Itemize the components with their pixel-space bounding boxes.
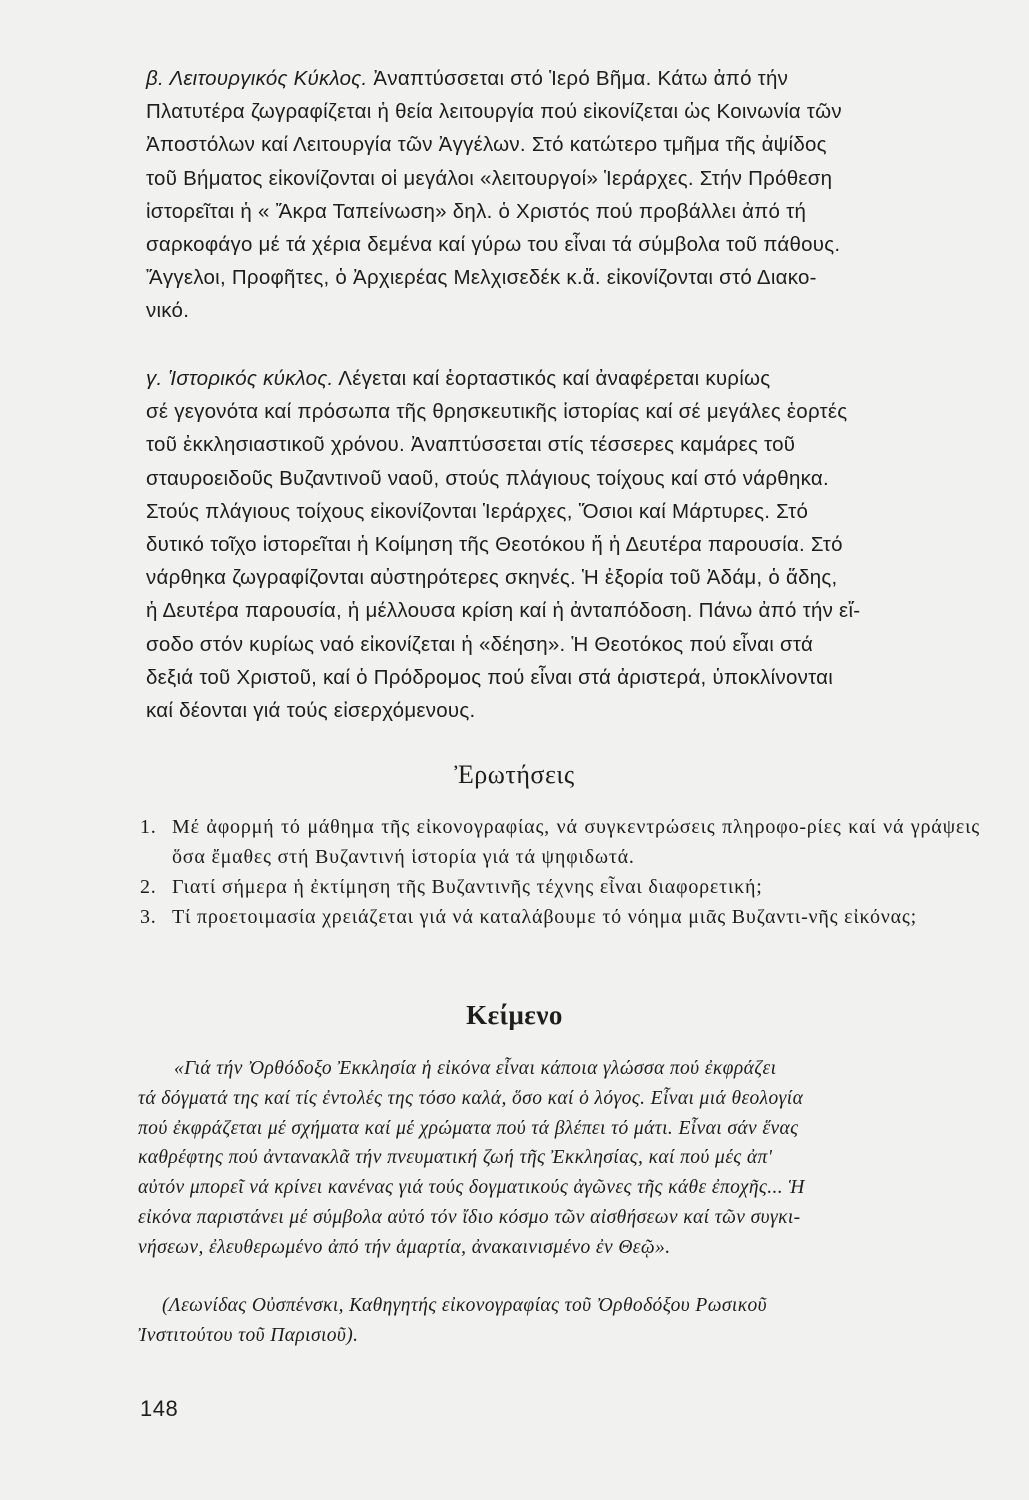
attribution-line: Ἰνστιτούτου τοῦ Παρισιοῦ). [138,1324,359,1346]
paragraph-line: Πλατυτέρα ζωγραφίζεται ἡ θεία λειτουργία πού εἰκονίζεται ὡς Κοινωνία τῶν [146,100,842,124]
quote-line: τά δόγματά της καί τίς ἐντολές της τόσο καλά, ὅσο καί ὁ λόγος. Εἶναι μιά θεολογία [138,1087,804,1109]
paragraph-line: β. Λειτουργικός Κύκλος. Ἀναπτύσσεται στό Ἱερό Βῆμα. Κάτω ἀπό τήν [146,67,789,90]
paragraph-line: σταυροειδοῦς Βυζαντινοῦ ναοῦ, στούς πλάγιους τοίχους καί στό νάρθηκα. [146,466,829,490]
quote-line: πού ἐκφράζεται μέ σχήματα καί μέ χρώματα πού τά βλέπει τό μάτι. Εἶναι σάν ἕνας [138,1117,799,1139]
paragraph-line: ἱστορεῖται ἡ « Ἄκρα Ταπείνωση» δηλ. ὁ Χριστός πού προβάλλει ἀπό τή [146,199,807,223]
paragraph-line: καί δέονται γιά τούς εἰσερχόμενους. [146,699,476,723]
paragraph-liturgical-cycle [146,62,978,328]
paragraph-line: γ. Ἱστορικός κύκλος. Λέγεται καί ἑορταστικός καί ἀναφέρεται κυρίως [146,367,771,390]
paragraph-line: νικό. [146,299,190,323]
paragraph-line: σέ γεγονότα καί πρόσωπα τῆς θρησκευτικῆς ἱστορίας καί σέ μεγάλες ἑορτές [146,400,848,424]
paragraph-line: Ἄγγελοι, Προφῆτες, ὁ Ἀρχιερέας Μελχισεδέκ κ.ἄ. εἰκονίζονται στό Διακο- [146,266,817,290]
question-item [140,872,980,902]
paragraph-line: Στούς πλάγιους τοίχους εἰκονίζονται Ἱεράρχες, Ὅσιοι καί Μάρτυρες. Στό [146,499,809,523]
paragraph-line: Ἀποστόλων καί Λειτουργία τῶν Ἀγγέλων. Στό κατώτερο τμῆμα τῆς ἀψίδος [146,133,827,157]
question-item [140,902,980,932]
section-label: β. Λειτουργικός Κύκλος. [146,67,368,90]
question-number: 1. [140,816,157,838]
quote-line: «Γιά τήν Ὀρθόδοξο Ἐκκλησία ἡ εἰκόνα εἶναι κάποια γλώσσα πού ἐκφράζει [174,1058,777,1079]
paragraph-line: τοῦ ἐκκλησιαστικοῦ χρόνου. Ἀναπτύσσεται στίς τέσσερες καμάρες τοῦ [146,433,796,457]
paragraph-line: ἡ Δευτέρα παρουσία, ἡ μέλλουσα κρίση καί ἡ ἀνταπόδοση. Πάνω ἀπό τήν εἴ- [146,599,861,623]
quote-line: καθρέφτης πού ἀντανακλᾶ τήν πνευματική ζωή τῆς Ἐκκλησίας, καί πού μές ἀπ' [138,1147,773,1169]
section-label: γ. Ἱστορικός κύκλος. [146,367,334,390]
question-text: Τί προετοιμασία χρειάζεται γιά νά καταλάβουμε τό νόημα μιᾶς Βυζαντι-νῆς εἰκόνας; [172,906,917,928]
paragraph-line: δεξιά τοῦ Χριστοῦ, καί ὁ Πρόδρομος πού εἶναι στά ἀριστερά, ὑποκλίνονται [146,665,834,689]
paragraph-line: σαρκοφάγο μέ τά χέρια δεμένα καί γύρω του εἶναι τά σύμβολα τοῦ πάθους. [146,233,841,257]
paragraph-line: δυτικό τοῖχο ἱστορεῖται ἡ Κοίμηση τῆς Θεοτόκου ἤ ἡ Δευτέρα παρουσία. Στό [146,533,843,557]
page-number: 148 [140,1396,179,1421]
question-text: Γιατί σήμερα ἡ ἐκτίμηση τῆς Βυζαντινῆς τέχνης εἶναι διαφορετική; [172,876,763,898]
quote-attribution [138,1291,982,1351]
quote-line: αὐτόν μπορεῖ νά κρίνει κανένας γιά τούς δογματικούς ἀγῶνες τῆς κάθε ἐποχῆς... Ἡ [138,1177,805,1199]
quoted-text [138,1054,980,1263]
paragraph-line: τοῦ Βήματος εἰκονίζονται οἱ μεγάλοι «λειτουργοί» Ἱεράρχες. Στήν Πρόθεση [146,166,833,190]
questions-list [140,812,980,932]
text-heading: Κείμενο [466,1000,563,1030]
paragraph-line: νάρθηκα ζωγραφίζονται αὐστηρότερες σκηνές. Ἡ ἐξορία τοῦ Ἀδάμ, ὁ ἅδης, [146,566,838,590]
quote-line: νήσεων, ἐλευθερωμένο ἀπό τήν ἁμαρτία, ἀνακαινισμένο ἐν Θεῷ». [138,1236,671,1258]
question-text: Μέ ἀφορμή τό μάθημα τῆς εἰκονογραφίας, νά συγκεντρώσεις πληροφο-ρίες καί νά γράψεις ὅσα ἔμαθες στή Βυζαντινή ἱστορία γιά τά ψηφιδωτά. [172,816,980,868]
question-number: 2. [140,876,157,898]
quote-line: εἰκόνα παριστάνει μέ σύμβολα αὐτό τόν ἴδιο κόσμο τῶν αἰσθήσεων καί τῶν συγκι- [138,1206,801,1228]
question-number: 3. [140,906,157,928]
question-item [140,812,980,872]
paragraph-historical-cycle [146,362,978,727]
paragraph-line: σοδο στόν κυρίως ναό εἰκονίζεται ἡ «δέηση». Ἡ Θεοτόκος πού εἶναι στά [146,632,814,656]
questions-heading: Ἐρωτήσεις [454,760,575,789]
attribution-line: (Λεωνίδας Οὐσπένσκι, Καθηγητής εἰκονογραφίας τοῦ Ὀρθοδόξου Ρωσικοῦ [162,1295,767,1316]
